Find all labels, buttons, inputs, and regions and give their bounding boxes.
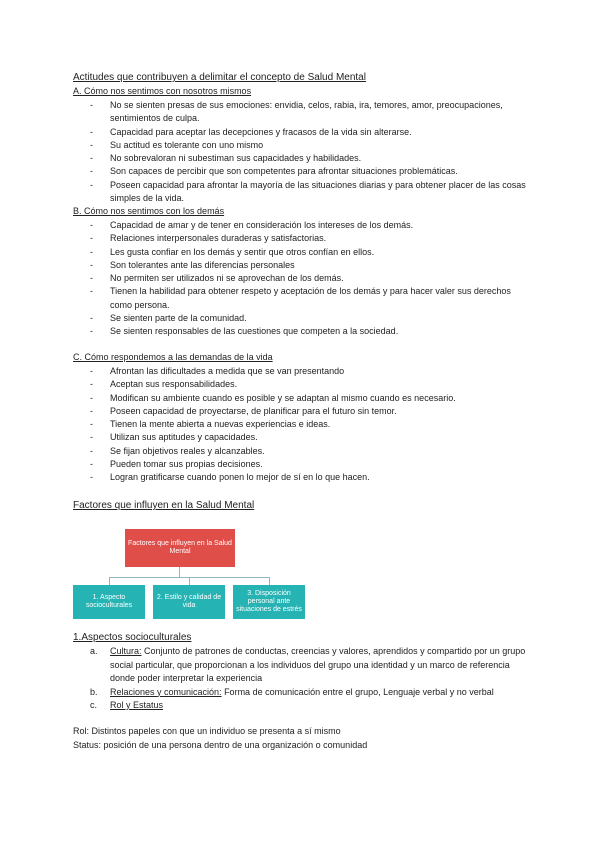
list-item: - No sobrevaloran ni subestiman sus capacidades y habilidades. <box>90 152 530 165</box>
list-item: - Logran gratificarse cuando ponen lo mejor de sí en lo que hacen. <box>90 471 530 484</box>
list-item: - No permiten ser utilizados ni se aprovechan de los demás. <box>90 272 530 285</box>
list-item: - Capacidad para aceptar las decepciones y fracasos de la vida sin alterarse. <box>90 126 530 139</box>
list-item: - Se sienten parte de la comunidad. <box>90 312 530 325</box>
section-b-title: B. Cómo nos sentimos con los demás <box>73 206 225 216</box>
section-a-title: A. Cómo nos sentimos con nosotros mismos <box>73 86 252 96</box>
list-item: - Se fijan objetivos reales y alcanzables. <box>90 445 530 458</box>
heading-aspectos: 1.Aspectos socioculturales <box>73 632 192 643</box>
term-label: Relaciones y comunicación: <box>110 686 222 697</box>
term-label: Cultura: <box>110 646 142 656</box>
heading-factores: Factores que influyen en la Salud Mental <box>73 500 255 511</box>
factors-diagram <box>73 525 305 625</box>
diagram-child-box: 3. Disposición personal ante situaciones de estrés <box>233 585 305 619</box>
term-text: Conjunto de patrones de conductas, creencias y valores, aprendidos y compartido por un grupo social particular, que proporcionan a los individuos del grupo una identidad y un marco de referencia donde poder interpretar la experiencia <box>110 646 526 683</box>
aspectos-list <box>90 645 530 713</box>
section-c-list <box>90 365 530 485</box>
list-item: - Pueden tomar sus propias decisiones. <box>90 458 530 471</box>
list-item: - Son capaces de percibir que son competentes para afrontar situaciones problemáticas. <box>90 165 530 178</box>
list-marker: b. <box>90 686 98 697</box>
list-item: - Relaciones interpersonales duraderas y satisfactorias. <box>90 232 530 245</box>
list-marker: a. <box>90 646 98 656</box>
list-item: - Les gusta confiar en los demás y sentir que otros confían en ellos. <box>90 246 530 259</box>
list-item: - No se sienten presas de sus emociones: envidia, celos, rabia, ira, temores, amor, preocupaciones, sentimientos de culpa. <box>90 99 530 126</box>
heading-actitudes: Actitudes que contribuyen a delimitar el concepto de Salud Mental <box>73 72 366 83</box>
list-item: - Aceptan sus responsabilidades. <box>90 378 530 391</box>
status-definition: Status: posición de una persona dentro de una organización o comunidad <box>73 740 368 750</box>
list-item: - Capacidad de amar y de tener en consideración los intereses de los demás. <box>90 219 530 232</box>
list-item <box>90 686 530 700</box>
diagram-child-box: 1. Aspecto socioculturales <box>73 585 145 619</box>
section-a-list <box>90 99 530 205</box>
term-label: Rol y Estatus <box>110 700 164 710</box>
section-c-title: C. Cómo respondemos a las demandas de la vida <box>73 352 273 362</box>
list-item: - Tienen la habilidad para obtener respeto y aceptación de los demás y para hacer valer sus derechos como persona. <box>90 285 530 312</box>
list-item: - Afrontan las dificultades a medida que se van presentando <box>90 365 530 378</box>
list-item: - Modifican su ambiente cuando es posible y se adaptan al mismo cuando es necesario. <box>90 392 530 405</box>
list-item: - Tienen la mente abierta a nuevas experiencias e ideas. <box>90 418 530 431</box>
list-item: - Su actitud es tolerante con uno mismo <box>90 139 530 152</box>
diagram-root-box: Factores que influyen en la Salud Mental <box>125 529 235 567</box>
section-b-list <box>90 219 530 339</box>
diagram-child-box: 2. Estilo y calidad de vida <box>153 585 225 619</box>
list-item: - Se sienten responsables de las cuestiones que competen a la sociedad. <box>90 325 530 338</box>
connector-line <box>109 577 110 585</box>
list-item: - Utilizan sus aptitudes y capacidades. <box>90 431 530 444</box>
list-item: - Poseen capacidad de proyectarse, de planificar para el futuro sin temor. <box>90 405 530 418</box>
rol-definition: Rol: Distintos papeles con que un individuo se presenta a sí mismo <box>73 726 341 736</box>
term-text: Forma de comunicación entre el grupo, Lenguaje verbal y no verbal <box>221 686 494 697</box>
connector-line <box>189 577 190 585</box>
list-item <box>90 699 530 713</box>
list-item <box>90 645 530 686</box>
list-item: - Son tolerantes ante las diferencias personales <box>90 259 530 272</box>
connector-line <box>269 577 270 585</box>
list-item: - Poseen capacidad para afrontar la mayoría de las situaciones diarias y para obtener placer de las cosas simples de la vida. <box>90 179 530 206</box>
list-marker: c. <box>90 700 98 710</box>
connector-line <box>179 567 180 577</box>
